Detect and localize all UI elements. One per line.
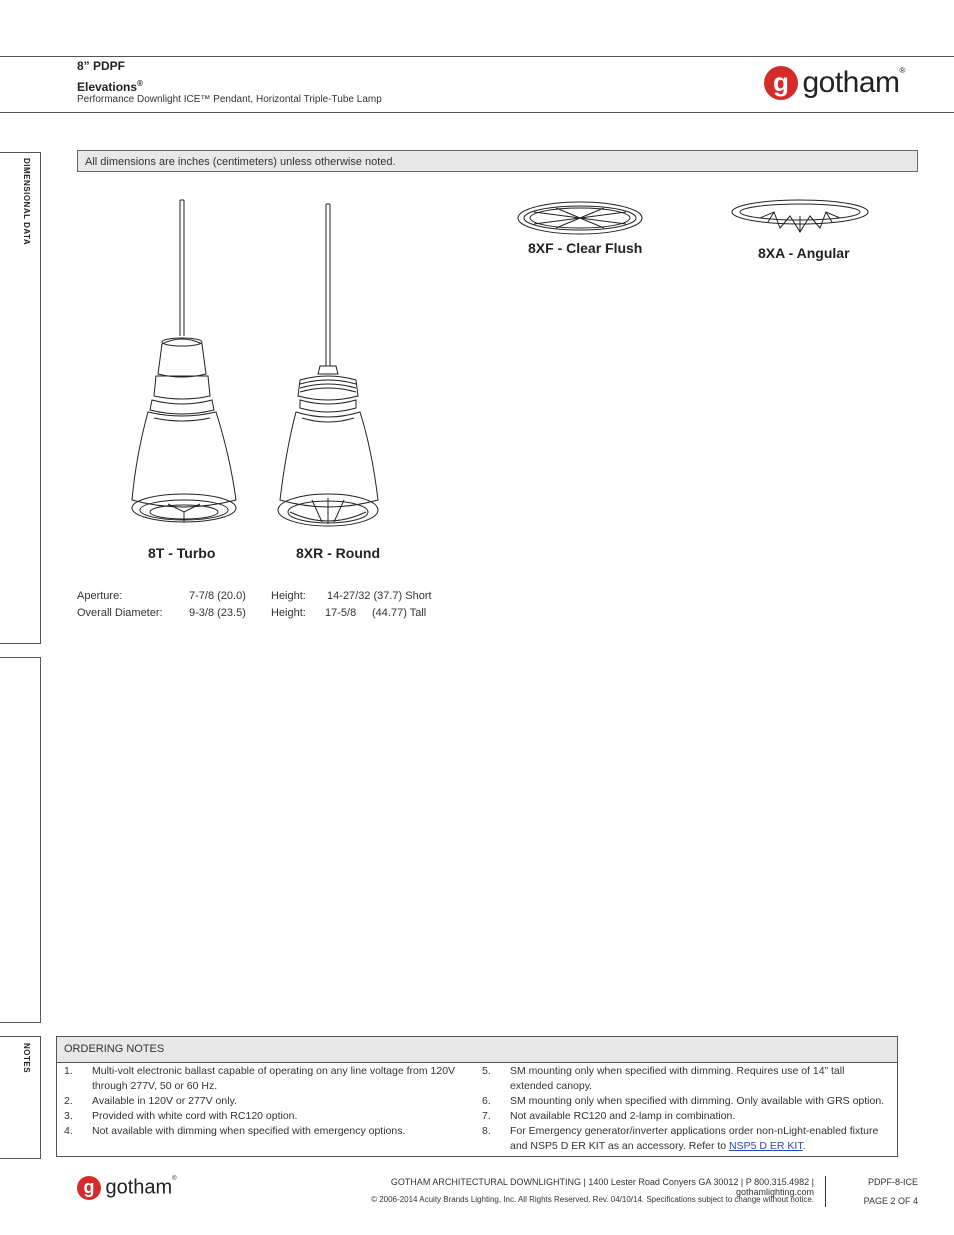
- tab-blank: [0, 657, 41, 1023]
- height-tall-label: Height:: [271, 607, 306, 619]
- footer-company-info: GOTHAM ARCHITECTURAL DOWNLIGHTING | 1400 Lester Road Conyers GA 30012 | P 800.315.4982 | gothamlighting.com: [390, 1177, 814, 1197]
- gotham-logo-mark-icon: g: [764, 66, 798, 100]
- footer-logo-mark-icon: g: [77, 1176, 101, 1200]
- turbo-pendant-drawing: [128, 196, 240, 528]
- tab-notes-label: NOTES: [22, 1043, 31, 1074]
- footer-gotham-logo: g gotham®: [77, 1176, 177, 1200]
- gotham-logo: g gotham®: [764, 66, 905, 100]
- ordering-note-text: SM mounting only when specified with dimming. Only available with GRS option.: [510, 1095, 885, 1107]
- footer-divider: [825, 1176, 826, 1207]
- tab-notes: [0, 1036, 41, 1159]
- clear-flush-trim-drawing: [516, 198, 644, 238]
- angular-trim-drawing: [730, 198, 870, 236]
- turbo-caption: 8T - Turbo: [148, 545, 216, 561]
- ordering-note-number: 8.: [482, 1125, 491, 1137]
- round-caption: 8XR - Round: [296, 545, 380, 561]
- ordering-note-text: Multi-volt electronic ballast capable of operating on any line voltage from 120V through 277V, 50 or 60 Hz.: [92, 1065, 456, 1092]
- footer-code: PDPF-8-ICE: [867, 1177, 918, 1187]
- diameter-value: 9-3/8 (23.5): [189, 607, 246, 619]
- ordering-notes-title: ORDERING NOTES: [57, 1037, 897, 1063]
- diameter-label: Overall Diameter:: [77, 607, 163, 619]
- ordering-note-text: For Emergency generator/inverter applications order non-nLight-enabled fixture and NSP5 D ER KIT as an accessory. Refer to NSP5 D ER KIT.: [510, 1125, 879, 1152]
- ordering-note-text: Not available RC120 and 2-lamp in combination.: [510, 1110, 736, 1122]
- aperture-label: Aperture:: [77, 590, 123, 602]
- aperture-value: 7-7/8 (20.0): [189, 590, 246, 602]
- header-top-rule: [0, 56, 954, 57]
- ordering-note-text: Available in 120V or 277V only.: [92, 1095, 237, 1107]
- ordering-note-number: 5.: [482, 1065, 491, 1077]
- section-title: Elevations®: [77, 79, 143, 94]
- height-short-label: Height:: [271, 590, 306, 602]
- round-pendant-drawing: [276, 200, 384, 530]
- height-tall-value: 17-5/8: [325, 607, 357, 619]
- ordering-note-number: 6.: [482, 1095, 491, 1107]
- footer-logo-word: gotham: [105, 1176, 173, 1199]
- angular-caption: 8XA - Angular: [758, 245, 850, 261]
- ordering-note-text: Provided with white cord with RC120 option.: [92, 1110, 298, 1122]
- ordering-note-number: 2.: [64, 1095, 73, 1107]
- ordering-note-number: 7.: [482, 1110, 491, 1122]
- footer-page: PAGE 2 OF 4: [863, 1196, 918, 1206]
- ordering-note-number: 1.: [64, 1065, 73, 1077]
- tab-dimensional-label: DIMENSIONAL DATA: [22, 158, 31, 246]
- ordering-note-text: SM mounting only when specified with dimming. Requires use of 14” tall extended canopy.: [510, 1065, 845, 1092]
- ordering-note-number: 3.: [64, 1110, 73, 1122]
- product-subtitle: Performance Downlight ICE™ Pendant, Horizontal Triple-Tube Lamp: [77, 94, 382, 105]
- clear-flush-caption: 8XF - Clear Flush: [528, 240, 643, 256]
- gotham-logo-word: gotham: [802, 66, 900, 99]
- height-short-value: 14-27/32 (37.7) Short: [327, 590, 432, 602]
- ordering-note-number: 4.: [64, 1125, 73, 1137]
- ordering-note-text: Not available with dimming when specified with emergency options.: [92, 1125, 406, 1137]
- height-tall-extra: (44.77) Tall: [372, 607, 427, 619]
- nsp5-kit-link[interactable]: NSP5 D ER KIT: [729, 1140, 803, 1152]
- header-bottom-rule: [0, 112, 954, 113]
- dimensions-note: All dimensions are inches (centimeters) unless otherwise noted.: [77, 150, 918, 172]
- tab-dimensional-data: [0, 152, 41, 644]
- footer-copyright: © 2006-2014 Acuity Brands Lighting, Inc. All Rights Reserved. Rev. 04/10/14. Specifications subject to change without notice.: [371, 1195, 814, 1204]
- product-title: 8” PDPF: [77, 59, 126, 73]
